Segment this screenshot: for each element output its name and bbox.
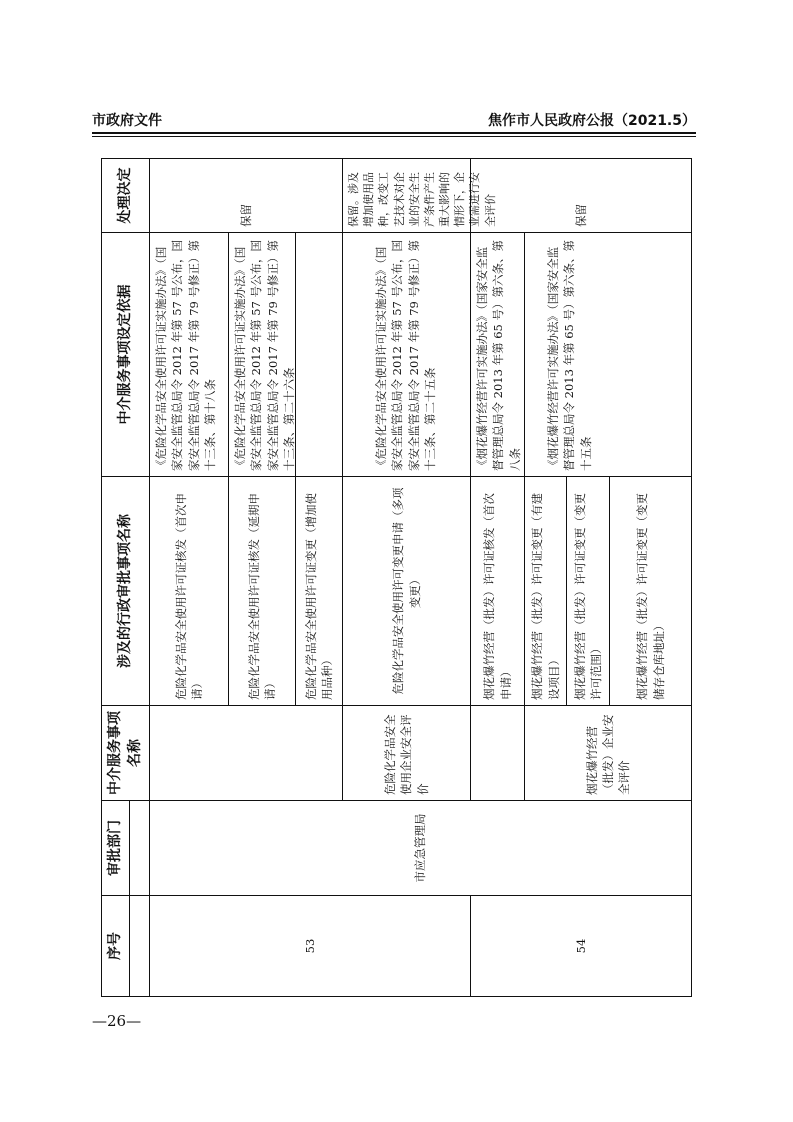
header-decision: 处理决定 bbox=[101, 158, 150, 233]
row-53-basis-empty bbox=[295, 232, 343, 477]
row-54-service-top bbox=[470, 705, 525, 801]
row-53-basis-1: 《危险化学品安全使用许可证实施办法》（国家安全监管总局令 2012 年第 57 号公布，国家安全监管总局令 2017 年第 79 号修正）第十三条、第十八条 bbox=[149, 232, 229, 477]
row-54-seq: 54 bbox=[470, 895, 692, 997]
header-left-title: 市政府文件 bbox=[92, 113, 162, 129]
row-54-service: 烟花爆竹经营（批发）企业安全评价 bbox=[524, 705, 692, 801]
header-seq-lower bbox=[129, 895, 150, 997]
row-53-basis-2: 《危险化学品安全使用许可证实施办法》（国家安全监管总局令 2012 年第 57 号公布，国家安全监管总局令 2017 年第 79 号修正）第十三条、第二十六条 bbox=[228, 232, 296, 477]
row-54-item-2: 烟花爆竹经营（批发）许可证变更（有建设项目） bbox=[524, 476, 567, 706]
row-53-service: 危险化学品安全使用企业安全评价 bbox=[342, 705, 471, 801]
page-header bbox=[92, 108, 696, 132]
header-rule-thick bbox=[92, 132, 696, 134]
row-53-item-2: 危险化学品安全使用许可证核发（延期申请） bbox=[228, 476, 296, 706]
page-number: —26— bbox=[92, 1012, 142, 1030]
row-53-seq: 53 bbox=[149, 895, 471, 997]
row-53-item-3: 危险化学品安全使用许可证变更（增加使用品种） bbox=[295, 476, 343, 706]
header-rule-thin bbox=[92, 136, 696, 137]
row-53-basis-3: 《危险化学品安全使用许可证实施办法》（国家安全监管总局令 2012 年第 57 号公布，国家安全监管总局令 2017 年第 79 号修正）第十三条、第二十五条 bbox=[342, 232, 471, 477]
row-53-decision-2: 保留。涉及增加使用品种，改变工艺技术对企业的安全生产条件产生重大影响的情形下，企业需进行安全评价 bbox=[342, 158, 471, 233]
header-service: 中介服务事项名称 bbox=[101, 705, 150, 801]
row-53-service-top bbox=[149, 705, 343, 801]
row-53-item-1: 危险化学品安全使用许可证核发（首次申请） bbox=[149, 476, 229, 706]
row-54-item-1: 烟花爆竹经营（批发）许可证核发（首次申请） bbox=[470, 476, 525, 706]
row-54-decision: 保留 bbox=[470, 158, 692, 233]
rotated-table-frame bbox=[101, 158, 692, 997]
header-seq: 序号 bbox=[101, 895, 130, 997]
header-item: 涉及的行政审批事项名称 bbox=[101, 476, 150, 706]
row-54-basis-1: 《烟花爆竹经营许可实施办法》（国家安全监督管理总局令 2013 年第 65 号）第六条、第八条 bbox=[470, 232, 525, 477]
row-54-item-3: 烟花爆竹经营（批发）许可证变更（变更许可范围） bbox=[566, 476, 610, 706]
header-dept: 审批部门 bbox=[101, 800, 130, 896]
approval-items-table bbox=[101, 158, 692, 997]
row-54-basis-2: 《烟花爆竹经营许可实施办法》（国家安全监督管理总局令 2013 年第 65 号）第六条、第十五条 bbox=[524, 232, 692, 477]
header-basis: 中介服务事项设定依据 bbox=[101, 232, 150, 477]
header-right-title: 焦作市人民政府公报（2021.5） bbox=[487, 113, 696, 129]
header-dept-lower bbox=[129, 800, 150, 896]
row-53-item-4: 危险化学品安全使用许可变更申请（多项变更） bbox=[342, 476, 471, 706]
row-53-decision-1: 保留 bbox=[149, 158, 343, 233]
dept-cell: 市应急管理局 bbox=[149, 800, 692, 896]
row-54-item-4: 烟花爆竹经营（批发）许可证变更（变更储存仓库地址） bbox=[609, 476, 692, 706]
